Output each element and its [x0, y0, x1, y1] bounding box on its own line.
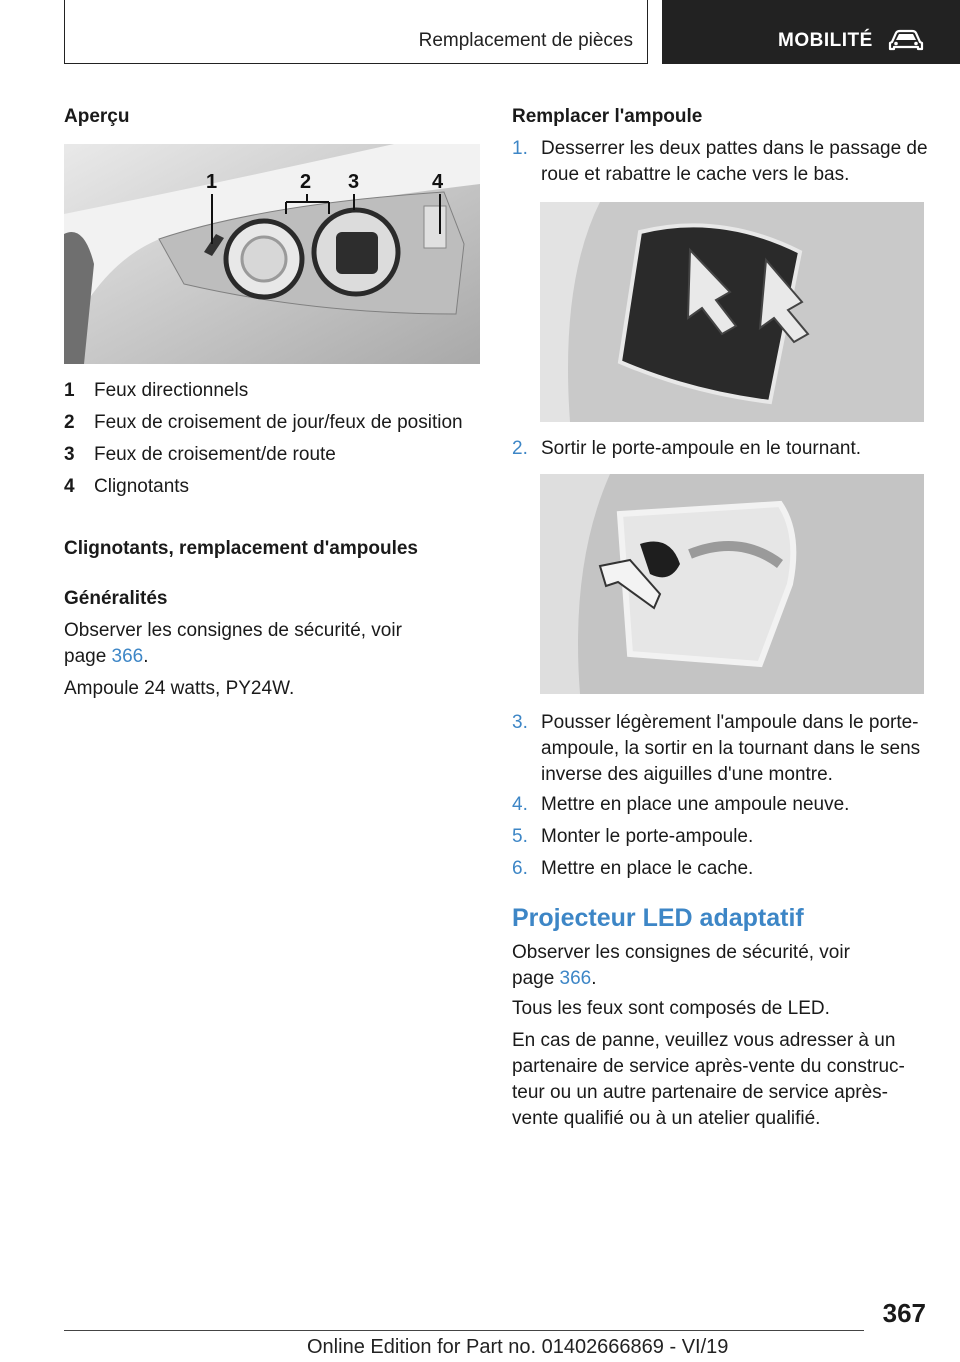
- figure-label-3: 3: [348, 171, 360, 193]
- figure-label-1: 1: [206, 171, 218, 193]
- footer-edition: Online Edition for Part no. 01402666869 - VI/19: [307, 1336, 729, 1358]
- header-chapter-title: MOBILITÉ: [778, 30, 873, 51]
- led-safety-note: Observer les consignes de sécurité, voir page 366.: [512, 942, 850, 989]
- header-chapter-box: [662, 0, 960, 64]
- led-section-title: Projecteur LED adaptatif: [512, 904, 804, 932]
- header-section-title: Remplacement de pièces: [418, 30, 633, 51]
- page-link-366[interactable]: 366: [559, 968, 592, 989]
- section-title-clignotants: Clignotants, remplacement d'ampoules: [64, 538, 418, 559]
- bulb-info: Ampoule 24 watts, PY24W.: [64, 678, 295, 699]
- safety-note: Observer les consignes de sécurité, voir page 366.: [64, 620, 402, 667]
- subsection-title-generalites: Généralités: [64, 588, 168, 609]
- figure-label-4: 4: [432, 171, 444, 193]
- figure-label-2: 2: [300, 171, 312, 193]
- header-section-box: [64, 0, 648, 64]
- car-icon: [888, 28, 924, 52]
- bulb-holder-image: [540, 474, 924, 694]
- panne-note: En cas de panne, veuillez vous adresser à un partenaire de service après-vente du construc- teur ou un autre partenaire de service après- vente qualifié ou à un atelier qualifié.: [512, 1030, 905, 1129]
- led-info: Tous les feux sont composés de LED.: [512, 998, 830, 1019]
- headlight-overview-image: [64, 144, 480, 364]
- page-number: 367: [882, 1298, 926, 1328]
- apercu-heading: Aperçu: [64, 106, 130, 127]
- wheel-arch-cover-image: [540, 202, 924, 422]
- footer-divider: [64, 1330, 864, 1331]
- replace-bulb-heading: Remplacer l'ampoule: [512, 106, 703, 127]
- page-link-366[interactable]: 366: [111, 646, 144, 667]
